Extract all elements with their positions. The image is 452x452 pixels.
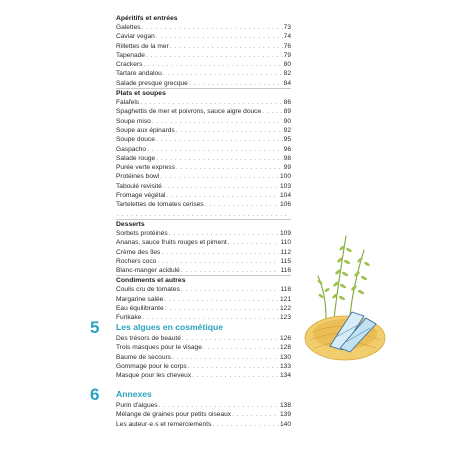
toc-entry[interactable]: Rillettes de la mer . . . 76 [116, 42, 291, 51]
toc-entry[interactable]: Eau équilibrante . . . 122 [116, 304, 291, 313]
toc-entry[interactable]: Margarine salée . . . 121 [116, 295, 291, 304]
toc-entry[interactable]: Caviar vegan . . . 74 [116, 32, 291, 41]
toc-entry[interactable]: Protéines bowl . . . 100 [116, 172, 291, 181]
toc-entry[interactable]: Furikake . . . 123 [116, 313, 291, 322]
toc-entry[interactable]: Blanc-manger acidulé . . . 116 [116, 266, 291, 275]
toc-entry[interactable]: Mélange de graines pour petits oiseaux . . . 139 [116, 410, 291, 419]
toc-entry[interactable]: Sorbets protéinés . . . 109 [116, 229, 291, 238]
toc-entry[interactable]: Taboulé revisité . . . 103 [116, 182, 291, 191]
toc-entry[interactable]: Soupe aux épinards . . . 92 [116, 126, 291, 135]
section-heading: Apéritifs et entrées [116, 15, 178, 22]
section-heading: Plats et soupes [116, 90, 166, 98]
toc-entry[interactable]: Salade presque grecque . . . 84 [116, 79, 291, 88]
section-plats [116, 89, 291, 219]
toc-entry[interactable]: Coulis cru de tomates . . . 118 [116, 285, 291, 294]
toc-entry[interactable]: Spaghettis de mer et poivrons, sauce aigre douce . . . 89 [116, 107, 291, 116]
toc-entry[interactable]: Trois masques pour le visage . . . 128 [116, 343, 291, 352]
toc-entry[interactable]: Baume de secours . . . 130 [116, 353, 291, 362]
chapter-title[interactable]: Annexes [116, 389, 152, 399]
chapter-number: 5 [90, 318, 100, 337]
toc-entry[interactable]: Des trésors de beauté . . . 126 [116, 334, 291, 343]
toc-entry[interactable] [116, 210, 291, 219]
section-desserts [116, 220, 291, 275]
toc-recipes [116, 14, 291, 323]
toc-entry[interactable]: Fromage végétal . . . 104 [116, 191, 291, 200]
toc-entry[interactable]: Tartelettes de tomates cerises . . . 106 [116, 200, 291, 209]
chapter-number: 6 [90, 385, 100, 404]
toc-entry[interactable]: Salade rouge . . . 98 [116, 154, 291, 163]
toc-entry[interactable]: Les auteur·e·s et remerciements . . . 140 [116, 420, 291, 429]
toc-entry[interactable]: Tartare andalou . . . 82 [116, 69, 291, 78]
toc-entry[interactable]: Purée verte express . . . 99 [116, 163, 291, 172]
toc-entry[interactable]: Ananas, sauce fruits rouges et piment . . . 110 [116, 238, 291, 247]
herb-bowl-illustration [290, 228, 400, 368]
toc-entry[interactable]: Soupe douce . . . 95 [116, 135, 291, 144]
toc-entry[interactable]: Gommage pour le corps . . . 133 [116, 362, 291, 371]
toc-entry[interactable]: Falafels . . . 86 [116, 98, 291, 107]
toc-entry[interactable]: Tapenade . . . 79 [116, 51, 291, 60]
toc-entry[interactable]: Crackers . . . 80 [116, 60, 291, 69]
toc-entry[interactable]: Soupe miso . . . 90 [116, 117, 291, 126]
toc-entry[interactable]: Crème des îles . . . 112 [116, 248, 291, 257]
section-heading: Desserts [116, 220, 145, 228]
section-aperitifs [116, 14, 291, 88]
toc-entry[interactable]: Gaspacho . . . 96 [116, 145, 291, 154]
section-condiments [116, 276, 291, 322]
section-heading: Condiments et autres [116, 277, 186, 285]
toc-entry[interactable]: Purin d'algues . . . 138 [116, 401, 291, 410]
chapter-title[interactable]: Les algues en cosmétique [116, 322, 223, 332]
toc-entry[interactable]: Masque pour les cheveux . . . 134 [116, 371, 291, 380]
toc-entry[interactable]: Rochers coco . . . 115 [116, 257, 291, 266]
toc-entry[interactable]: Galettes . . . 73 [116, 23, 291, 32]
